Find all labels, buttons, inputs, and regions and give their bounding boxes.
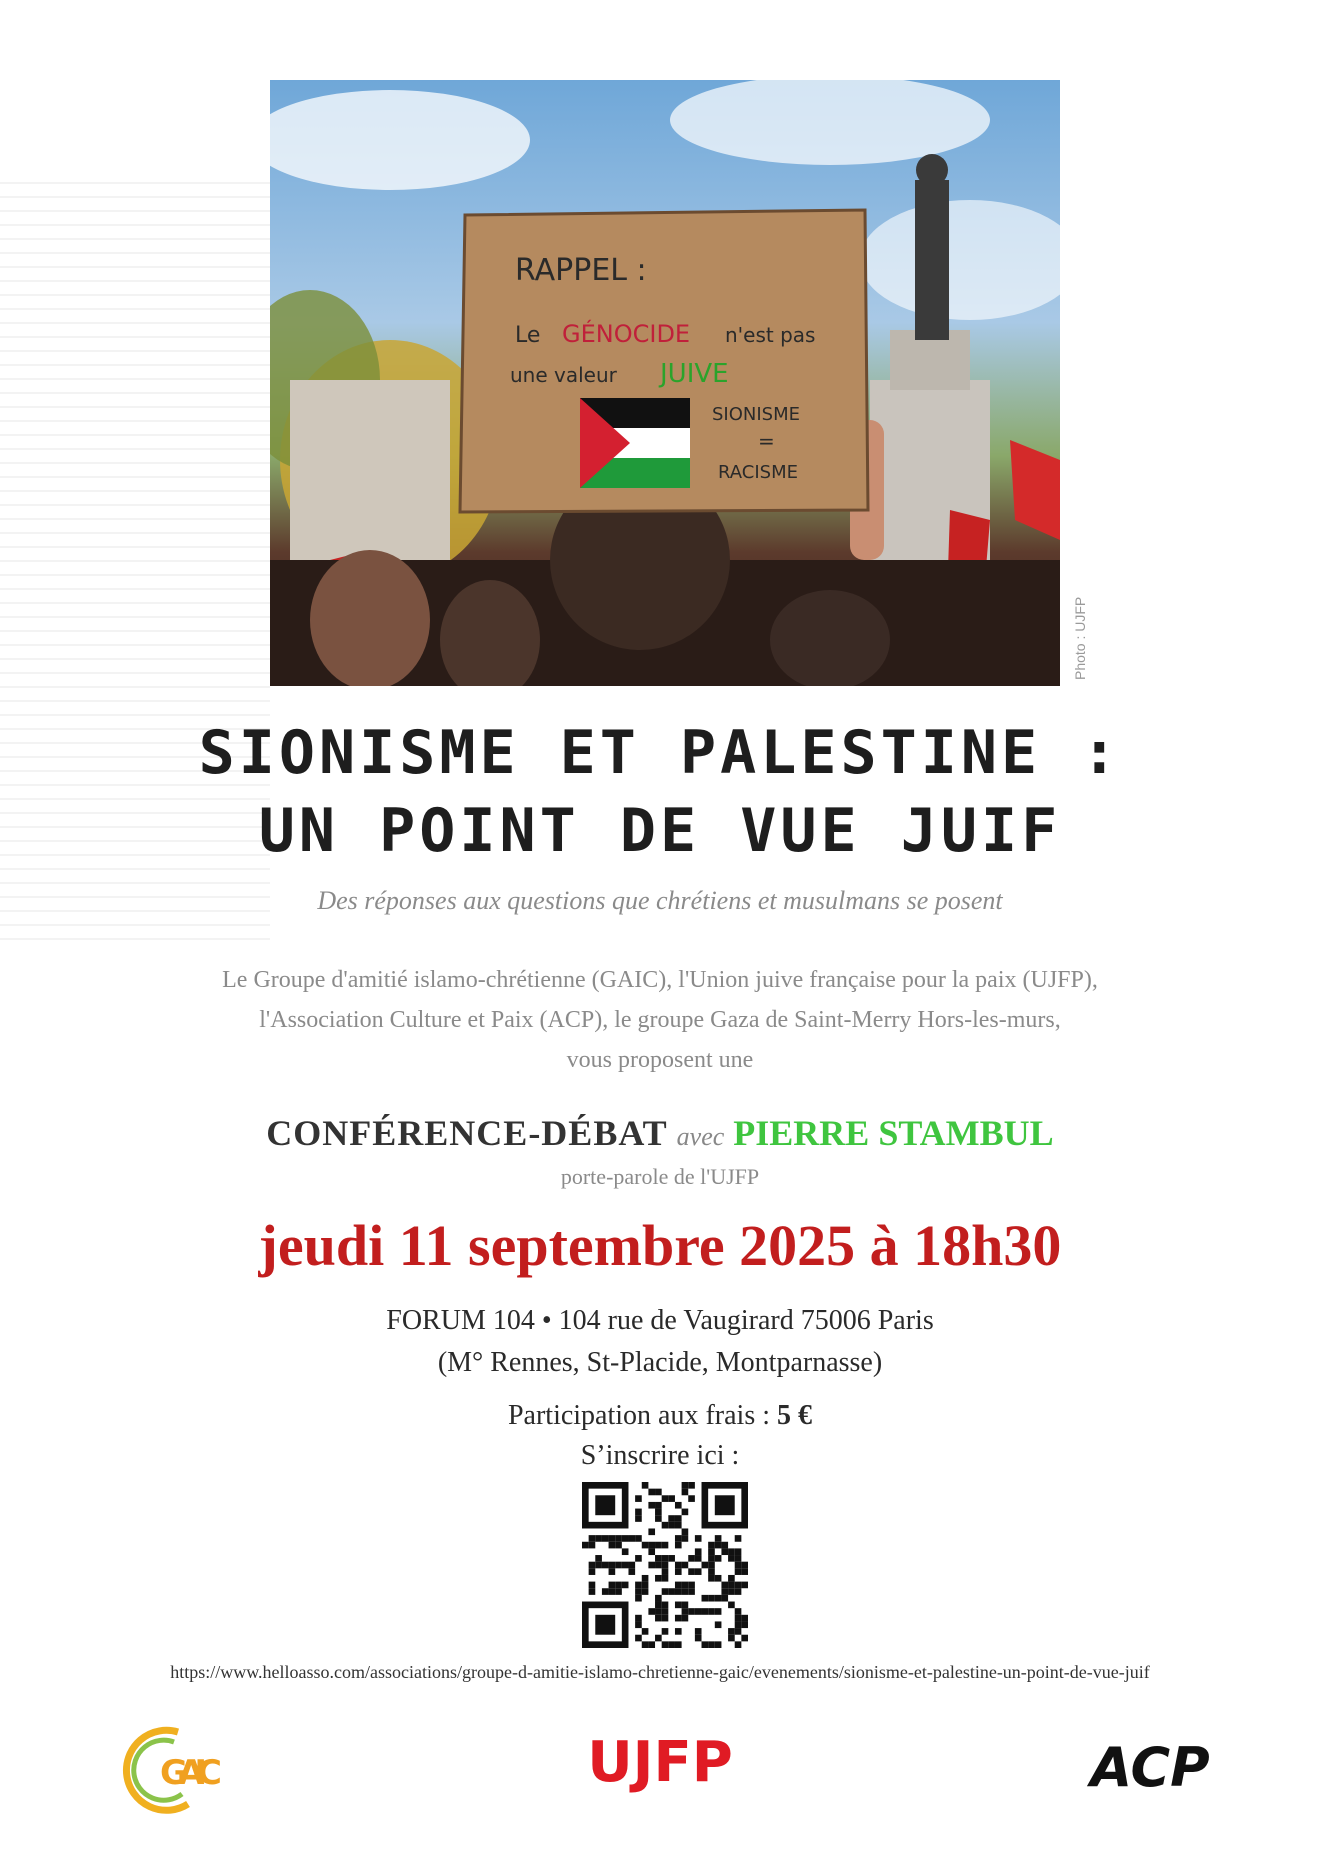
fee-amount: 5 €	[777, 1400, 813, 1431]
sign-line-equals: =	[758, 429, 775, 453]
sign-line-rappel: RAPPEL :	[515, 253, 647, 288]
ujfp-logo: UJFP	[587, 1730, 733, 1795]
registration-url[interactable]: https://www.helloasso.com/associations/groupe-d-amitie-islamo-chretienne-gaic/evenements/sionisme-et-palestine-un-point-de-vue-juif	[170, 1662, 1150, 1682]
intro-line-3: vous proposent une	[566, 1047, 754, 1073]
sign-line-juive: JUIVE	[660, 359, 729, 389]
acp-logo: ACP	[1090, 1736, 1210, 1799]
speaker-role: porte-parole de l'UJFP	[560, 1164, 760, 1189]
venue-metro: (M° Rennes, St-Placide, Montparnasse)	[437, 1347, 883, 1378]
fee-label: Participation aux frais :	[507, 1400, 771, 1431]
intro-paragraph	[80, 960, 1240, 1080]
protest-photo	[270, 80, 1060, 686]
intro-line-2: l'Association Culture et Paix (ACP), le groupe Gaza de Saint-Merry Hors-les-murs,	[259, 1007, 1061, 1033]
photo-credit: Photo : UJFP	[1072, 596, 1088, 680]
sign-line-genocide: GÉNOCIDE	[562, 320, 691, 348]
intro-line-1: Le Groupe d'amitié islamo-chrétienne (GAIC), l'Union juive française pour la paix (UJFP),	[222, 967, 1098, 993]
sign-line-racisme: RACISME	[718, 462, 798, 483]
register-label: S’inscrire ici :	[580, 1440, 740, 1471]
protest-photo-illustration	[270, 80, 1060, 686]
sign-line-une-valeur: une valeur	[510, 363, 617, 387]
event-date: jeudi 11 septembre 2025 à 18h30	[258, 1213, 1062, 1278]
palestinian-flag-icon	[580, 398, 690, 488]
gaic-logo	[118, 1724, 228, 1814]
venue-address: FORUM 104 • 104 rue de Vaugirard 75006 Paris	[386, 1305, 934, 1336]
subtitle: Des réponses aux questions que chrétiens et musulmans se posent	[317, 886, 1003, 915]
gaic-logo-letters: GAIC	[160, 1753, 222, 1793]
sign-line-sionisme: SIONISME	[712, 404, 801, 425]
speaker-name: PIERRE STAMBUL	[733, 1113, 1054, 1153]
sign-line-nest-pas: n'est pas	[725, 323, 816, 347]
title-line-2: UN POINT DE VUE JUIF	[258, 796, 1062, 866]
venue	[0, 1300, 1320, 1384]
title-line-1: SIONISME ET PALESTINE :	[198, 718, 1122, 788]
conference-heading	[0, 1112, 1320, 1154]
conference-with: avec	[676, 1122, 725, 1151]
sign-line-le: Le	[515, 323, 541, 348]
registration-qr-code[interactable]	[582, 1482, 748, 1648]
fee-block	[0, 1396, 1320, 1476]
conference-kind: CONFÉRENCE-DÉBAT	[266, 1113, 668, 1153]
